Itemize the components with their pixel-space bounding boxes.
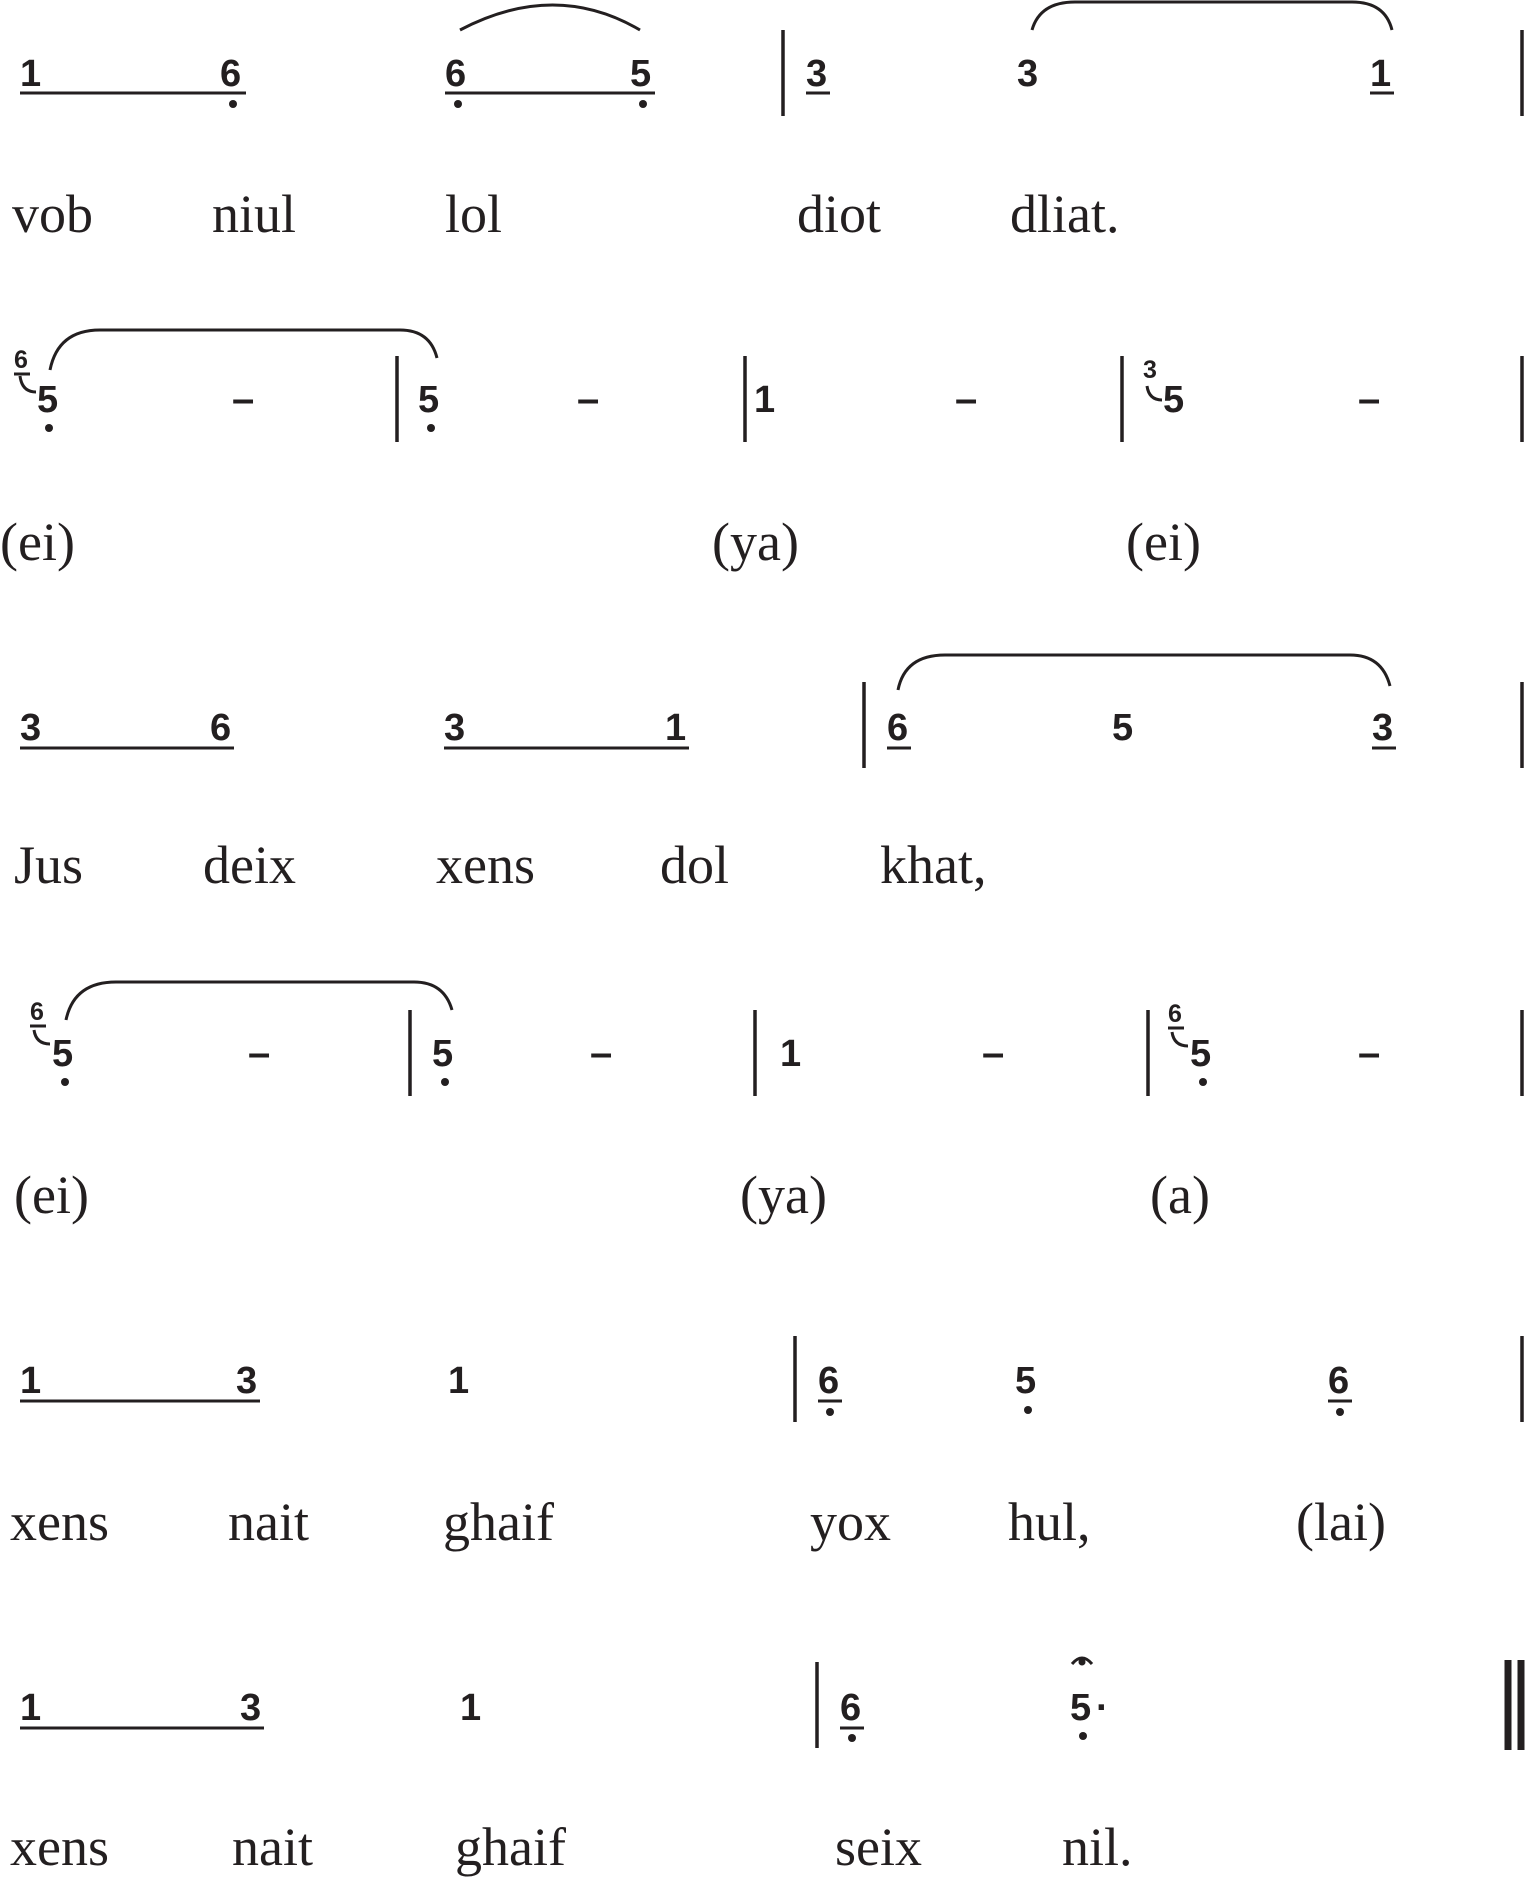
note: 5: [432, 1033, 454, 1075]
note: 5: [1112, 707, 1134, 749]
sustain-dash: –: [232, 377, 255, 421]
slur: [50, 330, 437, 370]
lyric: yox: [810, 1492, 891, 1552]
grace-note: 6: [1168, 1000, 1182, 1028]
low-octave-dot: [1079, 1732, 1087, 1740]
lyric: nil.: [1062, 1817, 1133, 1877]
lyric: (ya): [712, 512, 799, 572]
lyric: vob: [12, 184, 93, 244]
staff-row-3: [14, 655, 1522, 895]
note: 5: [630, 53, 652, 95]
note: 3: [240, 1687, 262, 1729]
note: 6: [445, 53, 467, 95]
note: 1: [20, 53, 42, 95]
low-octave-dot: [229, 100, 237, 108]
note: 6: [818, 1360, 840, 1402]
lyric: dol: [660, 835, 730, 895]
augmentation-dot: ·: [1096, 1687, 1109, 1729]
staff-row-2: [0, 330, 1522, 572]
lyric: Jus: [14, 835, 84, 895]
note: 1: [1370, 53, 1392, 95]
lyric: hul,: [1008, 1492, 1091, 1552]
note: 5: [1070, 1687, 1092, 1729]
note: 1: [20, 1687, 42, 1729]
lyric: (a): [1150, 1165, 1210, 1225]
low-octave-dot: [1336, 1408, 1344, 1416]
grace-note: 6: [30, 998, 44, 1026]
lyric: dliat.: [1010, 184, 1120, 244]
note: 6: [210, 707, 232, 749]
slur: [1032, 2, 1392, 30]
low-octave-dot: [427, 424, 435, 432]
grace-note: 6: [14, 346, 28, 374]
staff-row-6: [10, 1658, 1521, 1877]
lyric: xens: [436, 835, 535, 895]
grace-tie: [1172, 1032, 1188, 1046]
slur: [460, 5, 640, 30]
lyric: (ei): [0, 512, 75, 572]
note: 5: [1163, 379, 1185, 421]
sustain-dash: –: [1358, 1031, 1381, 1075]
lyric: deix: [203, 835, 296, 895]
note: 6: [220, 53, 242, 95]
lyric: niul: [212, 184, 297, 244]
staff-row-1: [12, 2, 1522, 244]
slur: [898, 655, 1390, 690]
note: 5: [37, 379, 59, 421]
lyric: xens: [10, 1817, 109, 1877]
note: 6: [840, 1687, 862, 1729]
staff-row-5: [10, 1336, 1522, 1552]
note: 3: [444, 707, 466, 749]
low-octave-dot: [639, 100, 647, 108]
lyric: seix: [835, 1817, 922, 1877]
low-octave-dot: [454, 100, 462, 108]
lyric: diot: [797, 184, 882, 244]
note: 3: [1017, 53, 1039, 95]
lyric: lol: [445, 184, 503, 244]
lyric: (ya): [740, 1165, 827, 1225]
low-octave-dot: [826, 1408, 834, 1416]
fermata-dot: [1079, 1659, 1086, 1666]
lyric: nait: [232, 1817, 313, 1877]
note: 6: [1328, 1360, 1350, 1402]
lyric: khat,: [880, 835, 987, 895]
grace-tie: [20, 376, 36, 392]
sustain-dash: –: [248, 1031, 271, 1075]
note: 6: [887, 707, 909, 749]
low-octave-dot: [848, 1734, 856, 1742]
slur: [66, 982, 452, 1020]
note: 1: [754, 379, 776, 421]
note: 3: [1372, 707, 1394, 749]
staff-row-4: [14, 982, 1522, 1225]
note: 1: [780, 1033, 802, 1075]
sustain-dash: –: [955, 377, 978, 421]
low-octave-dot: [1199, 1078, 1207, 1086]
note: 1: [448, 1360, 470, 1402]
low-octave-dot: [1024, 1406, 1032, 1414]
lyric: ghaif: [443, 1492, 554, 1552]
note: 1: [20, 1360, 42, 1402]
grace-tie: [34, 1030, 50, 1044]
lyric: nait: [228, 1492, 309, 1552]
note: 3: [806, 53, 828, 95]
note: 5: [418, 379, 440, 421]
low-octave-dot: [61, 1078, 69, 1086]
sustain-dash: –: [577, 377, 600, 421]
sustain-dash: –: [590, 1031, 613, 1075]
low-octave-dot: [441, 1078, 449, 1086]
lyric: (ei): [14, 1165, 89, 1225]
low-octave-dot: [45, 424, 53, 432]
note: 5: [1190, 1033, 1212, 1075]
lyric: ghaif: [455, 1817, 566, 1877]
note: 5: [1015, 1360, 1037, 1402]
sustain-dash: –: [982, 1031, 1005, 1075]
note: 1: [665, 707, 687, 749]
lyric: (ei): [1126, 512, 1201, 572]
note: 1: [460, 1687, 482, 1729]
note: 5: [52, 1033, 74, 1075]
note: 3: [20, 707, 42, 749]
note: 3: [236, 1360, 258, 1402]
grace-note: 3: [1143, 356, 1157, 384]
sustain-dash: –: [1358, 377, 1381, 421]
lyric: xens: [10, 1492, 109, 1552]
lyric: (lai): [1296, 1492, 1386, 1552]
grace-tie: [1147, 386, 1162, 400]
